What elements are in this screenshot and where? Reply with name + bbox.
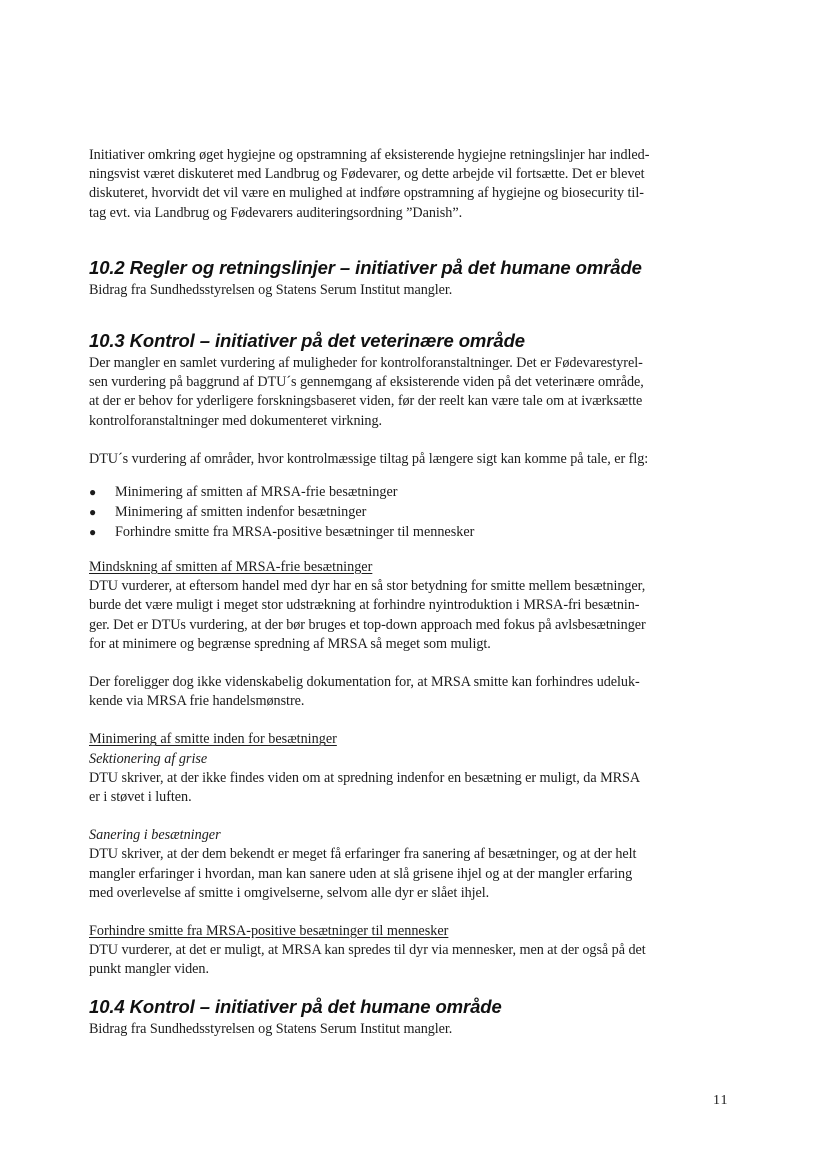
section-heading-10-2: 10.2 Regler og retningslinjer – initiativer på det humane område bbox=[89, 256, 642, 278]
document-page bbox=[89, 146, 734, 1039]
sub1-paragraph-2: Der foreligger dog ikke videnskabelig dokumentation for, at MRSA smitte kan forhindres udeluk- kende via MRSA frie handelsmønstre. bbox=[89, 674, 640, 710]
subheading-minimering: Minimering af smitte inden for besætninger bbox=[89, 731, 337, 748]
page-number: 11 bbox=[713, 1093, 729, 1108]
sub3-paragraph-1: DTU vurderer, at det er muligt, at MRSA kan spredes til dyr via mennesker, men at der også på det punkt mangler viden. bbox=[89, 942, 646, 978]
bullet-icon: ● bbox=[89, 525, 97, 540]
subheading-sektionering: Sektionering af grise bbox=[89, 750, 208, 767]
section-10-2-text: Bidrag fra Sundhedsstyrelsen og Statens Serum Institut mangler. bbox=[89, 281, 453, 298]
bullet-icon: ● bbox=[89, 485, 97, 500]
sub2-paragraph-2: DTU skriver, at der dem bekendt er meget få erfaringer fra sanering af besætninger, og at der helt mangler erfaringer i hvordan, man kan sanere uden at slå grisene ihjel og at der mangler erfaring med overlevelse af smitte i omgivelserne, selvom alle dyr er slået ihjel. bbox=[89, 846, 637, 901]
sub2-paragraph-1: DTU skriver, at der ikke findes viden om at spredning indenfor en besætning er muligt, da MRSA er i støvet i luften. bbox=[89, 769, 641, 806]
subheading-forhindre: Forhindre smitte fra MRSA-positive besætninger til mennesker bbox=[89, 923, 449, 940]
section-10-3-paragraph-2: DTU´s vurdering af områder, hvor kontrolmæssige tiltag på længere sigt kan komme på tale, er flg: bbox=[89, 450, 649, 467]
section-10-4-text: Bidrag fra Sundhedsstyrelsen og Statens Serum Institut mangler. bbox=[89, 1020, 453, 1037]
section-heading-10-4: 10.4 Kontrol – initiativer på det humane område bbox=[89, 995, 502, 1017]
bullet-list bbox=[89, 482, 734, 542]
subheading-sanering: Sanering i besætninger bbox=[89, 827, 221, 844]
subheading-mindskning: Mindskning af smitten af MRSA-frie besætninger bbox=[89, 559, 373, 576]
list-item: ● Forhindre smitte fra MRSA-positive besætninger til mennesker bbox=[89, 524, 475, 541]
section-heading-10-3: 10.3 Kontrol – initiativer på det veterinære område bbox=[89, 330, 525, 352]
intro-paragraph: Initiativer omkring øget hygiejne og opstramning af eksisterende hygiejne retningslinjer har indled- ningsvist været diskuteret med Landbrug og Fødevarer, og dette arbejde vil fortsætte. Det er blevet diskuteret, hvorvidt det vil være en mulighed at indføre opstramning af hygiejne og biosecurity til- tag evt. via Landbrug og Fødevarers auditeringsordning ”Danish”. bbox=[89, 147, 650, 221]
list-item: ● Minimering af smitten af MRSA-frie besætninger bbox=[89, 484, 398, 501]
list-item: ● Minimering af smitten indenfor besætninger bbox=[89, 504, 367, 521]
section-10-3-paragraph-1: Der mangler en samlet vurdering af muligheder for kontrolforanstaltninger. Det er Fødevarestyrel- sen vurdering på baggrund af DTU´s gennemgang af eksisterende viden på det veterinære område, at der er behov for yderligere forskningsbaseret viden, før der reelt kan være tale om at iværksætte kontrolforanstaltninger med dokumenteret virkning. bbox=[89, 355, 644, 429]
sub1-paragraph-1: DTU vurderer, at eftersom handel med dyr har en så stor betydning for smitte mellem besætninger, burde det være muligt i meget stor udstrækning at forhindre nyintroduktion i MRSA-fri besætnin- ger. Det er DTUs vurdering, at der bør bruges et top-down approach med fokus på avlsbesætninger for at minimere og begrænse spredning af MRSA så meget som muligt. bbox=[89, 578, 646, 652]
bullet-icon: ● bbox=[89, 505, 97, 520]
